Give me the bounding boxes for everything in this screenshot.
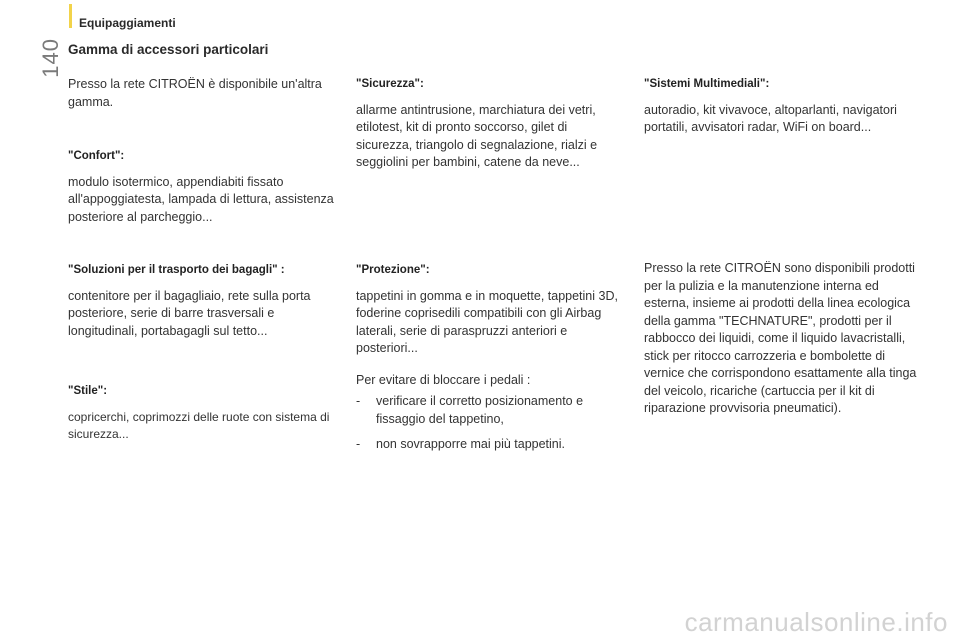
section-header: Equipaggiamenti <box>79 16 176 30</box>
protezione-body: tappetini in gomma e in moquette, tappetini 3D, foderine coprisedili compatibili con gli Airbag laterali, serie di paraspruzzi anteriori e posteriori... <box>356 288 618 355</box>
technature-body: Presso la rete CITROËN sono disponibili prodotti per la pulizia e la manutenzione interna ed esterna, insieme ai prodotti della linea ecologica della gamma "TECHNATURE", prodotti per il rabbocco dei liquidi, come il liquido lavacristalli, stick per ritocco carrozzeria e bombolette di vernice che corrispondono esattamente alla tinga del veicolo, ricariche (cartuccia per il kit di riparazione provvisoria pneumatici). <box>644 261 917 415</box>
page-title: Gamma di accessori particolari <box>68 42 269 57</box>
list-item: - verificare il corretto posizionamento e fissaggio del tappetino, <box>356 393 624 428</box>
protezione-heading: "Protezione": <box>356 264 430 276</box>
stile-body: copricerchi, coprimozzi delle ruote con sistema di sicurezza... <box>68 409 330 441</box>
sicurezza-heading: "Sicurezza": <box>356 78 424 90</box>
multimedia-heading: "Sistemi Multimediali": <box>644 78 770 90</box>
protezione-block <box>356 262 624 462</box>
pedali-list <box>356 393 624 454</box>
confort-heading: "Confort": <box>68 150 125 162</box>
watermark-text: carmanualsonline.info <box>684 607 948 637</box>
list-item: - non sovrapporre mai più tappetini. <box>356 436 624 454</box>
intro-block <box>68 76 344 111</box>
intro-text: Presso la rete CITROËN è disponibile un'altra gamma. <box>68 77 322 109</box>
page-number: 140 <box>38 38 63 78</box>
multimedia-body: autoradio, kit vivavoce, altoparlanti, navigatori portatili, avvisatori radar, WiFi on board... <box>644 102 897 134</box>
pedali-intro: Per evitare di bloccare i pedali : <box>356 372 531 387</box>
sicurezza-body: allarme antintrusione, marchiatura dei vetri, etilotest, kit di pronto soccorso, gilet di sicurezza, triangolo di segnalazione, rialzi e seggiolini per bambini, catene da neve... <box>356 102 598 169</box>
bagagli-heading: "Soluzioni per il trasporto dei bagagli" : <box>68 264 285 276</box>
multimedia-block <box>644 76 924 137</box>
bagagli-block <box>68 262 344 340</box>
technature-block <box>644 260 924 418</box>
confort-block <box>68 148 344 226</box>
sicurezza-block <box>356 76 624 172</box>
confort-body: modulo isotermico, appendiabiti fissato all'appoggiatesta, lampada di lettura, assistenza posteriore al parcheggio... <box>68 174 334 224</box>
bagagli-body: contenitore per il bagagliaio, rete sulla porta posteriore, serie di barre trasversali e longitudinali, portabagagli sul tetto... <box>68 288 311 338</box>
stile-block <box>68 383 344 444</box>
stile-heading: "Stile": <box>68 385 108 397</box>
section-accent-bar <box>69 4 72 28</box>
